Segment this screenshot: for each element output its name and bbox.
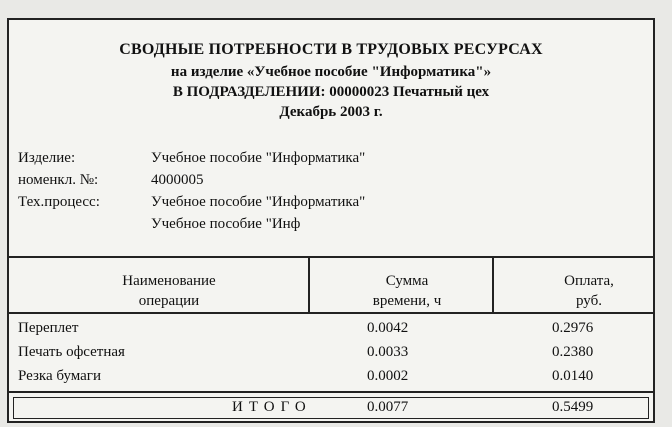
header-divider (308, 257, 310, 312)
table-row: Резка бумаги 0.0002 0.0140 (18, 368, 594, 384)
division-line: В ПОДРАЗДЕЛЕНИИ: 00000023 Печатный цех (172, 84, 490, 100)
process-label: Тех.процесс: (18, 194, 100, 210)
header-operation: Наименование операции (122, 273, 216, 309)
header-divider (492, 257, 494, 312)
nomenclature-label: номенкл. №: (18, 172, 99, 188)
table-top-rule (9, 256, 653, 258)
product-value: Учебное пособие "Информатика" (151, 150, 366, 166)
header-time: Сумма времени, ч (372, 273, 442, 309)
header-pay: Оплата, руб. (564, 273, 614, 309)
table-row: Переплет 0.0042 0.2976 (18, 320, 594, 336)
total-pay: 0.5499 (552, 399, 594, 415)
product-line: на изделие «Учебное пособие "Информатика"» (170, 64, 492, 80)
product-label: Изделие: (18, 150, 76, 166)
total-label: ИТОГО (232, 399, 312, 415)
total-time: 0.0077 (367, 399, 409, 415)
report-title: СВОДНЫЕ ПОТРЕБНОСТИ В ТРУДОВЫХ РЕСУРСАХ (119, 41, 543, 58)
report-sheet (7, 18, 655, 423)
process-value-continued: Учебное пособие "Инф (151, 216, 301, 232)
nomenclature-value: 4000005 (151, 172, 204, 188)
header-bottom-rule (9, 312, 653, 314)
process-value: Учебное пособие "Информатика" (151, 194, 366, 210)
rows-bottom-rule (9, 391, 653, 393)
total-row (13, 397, 649, 419)
period-line: Декабрь 2003 г. (279, 104, 383, 120)
table-row: Печать офсетная 0.0033 0.2380 (18, 344, 594, 360)
